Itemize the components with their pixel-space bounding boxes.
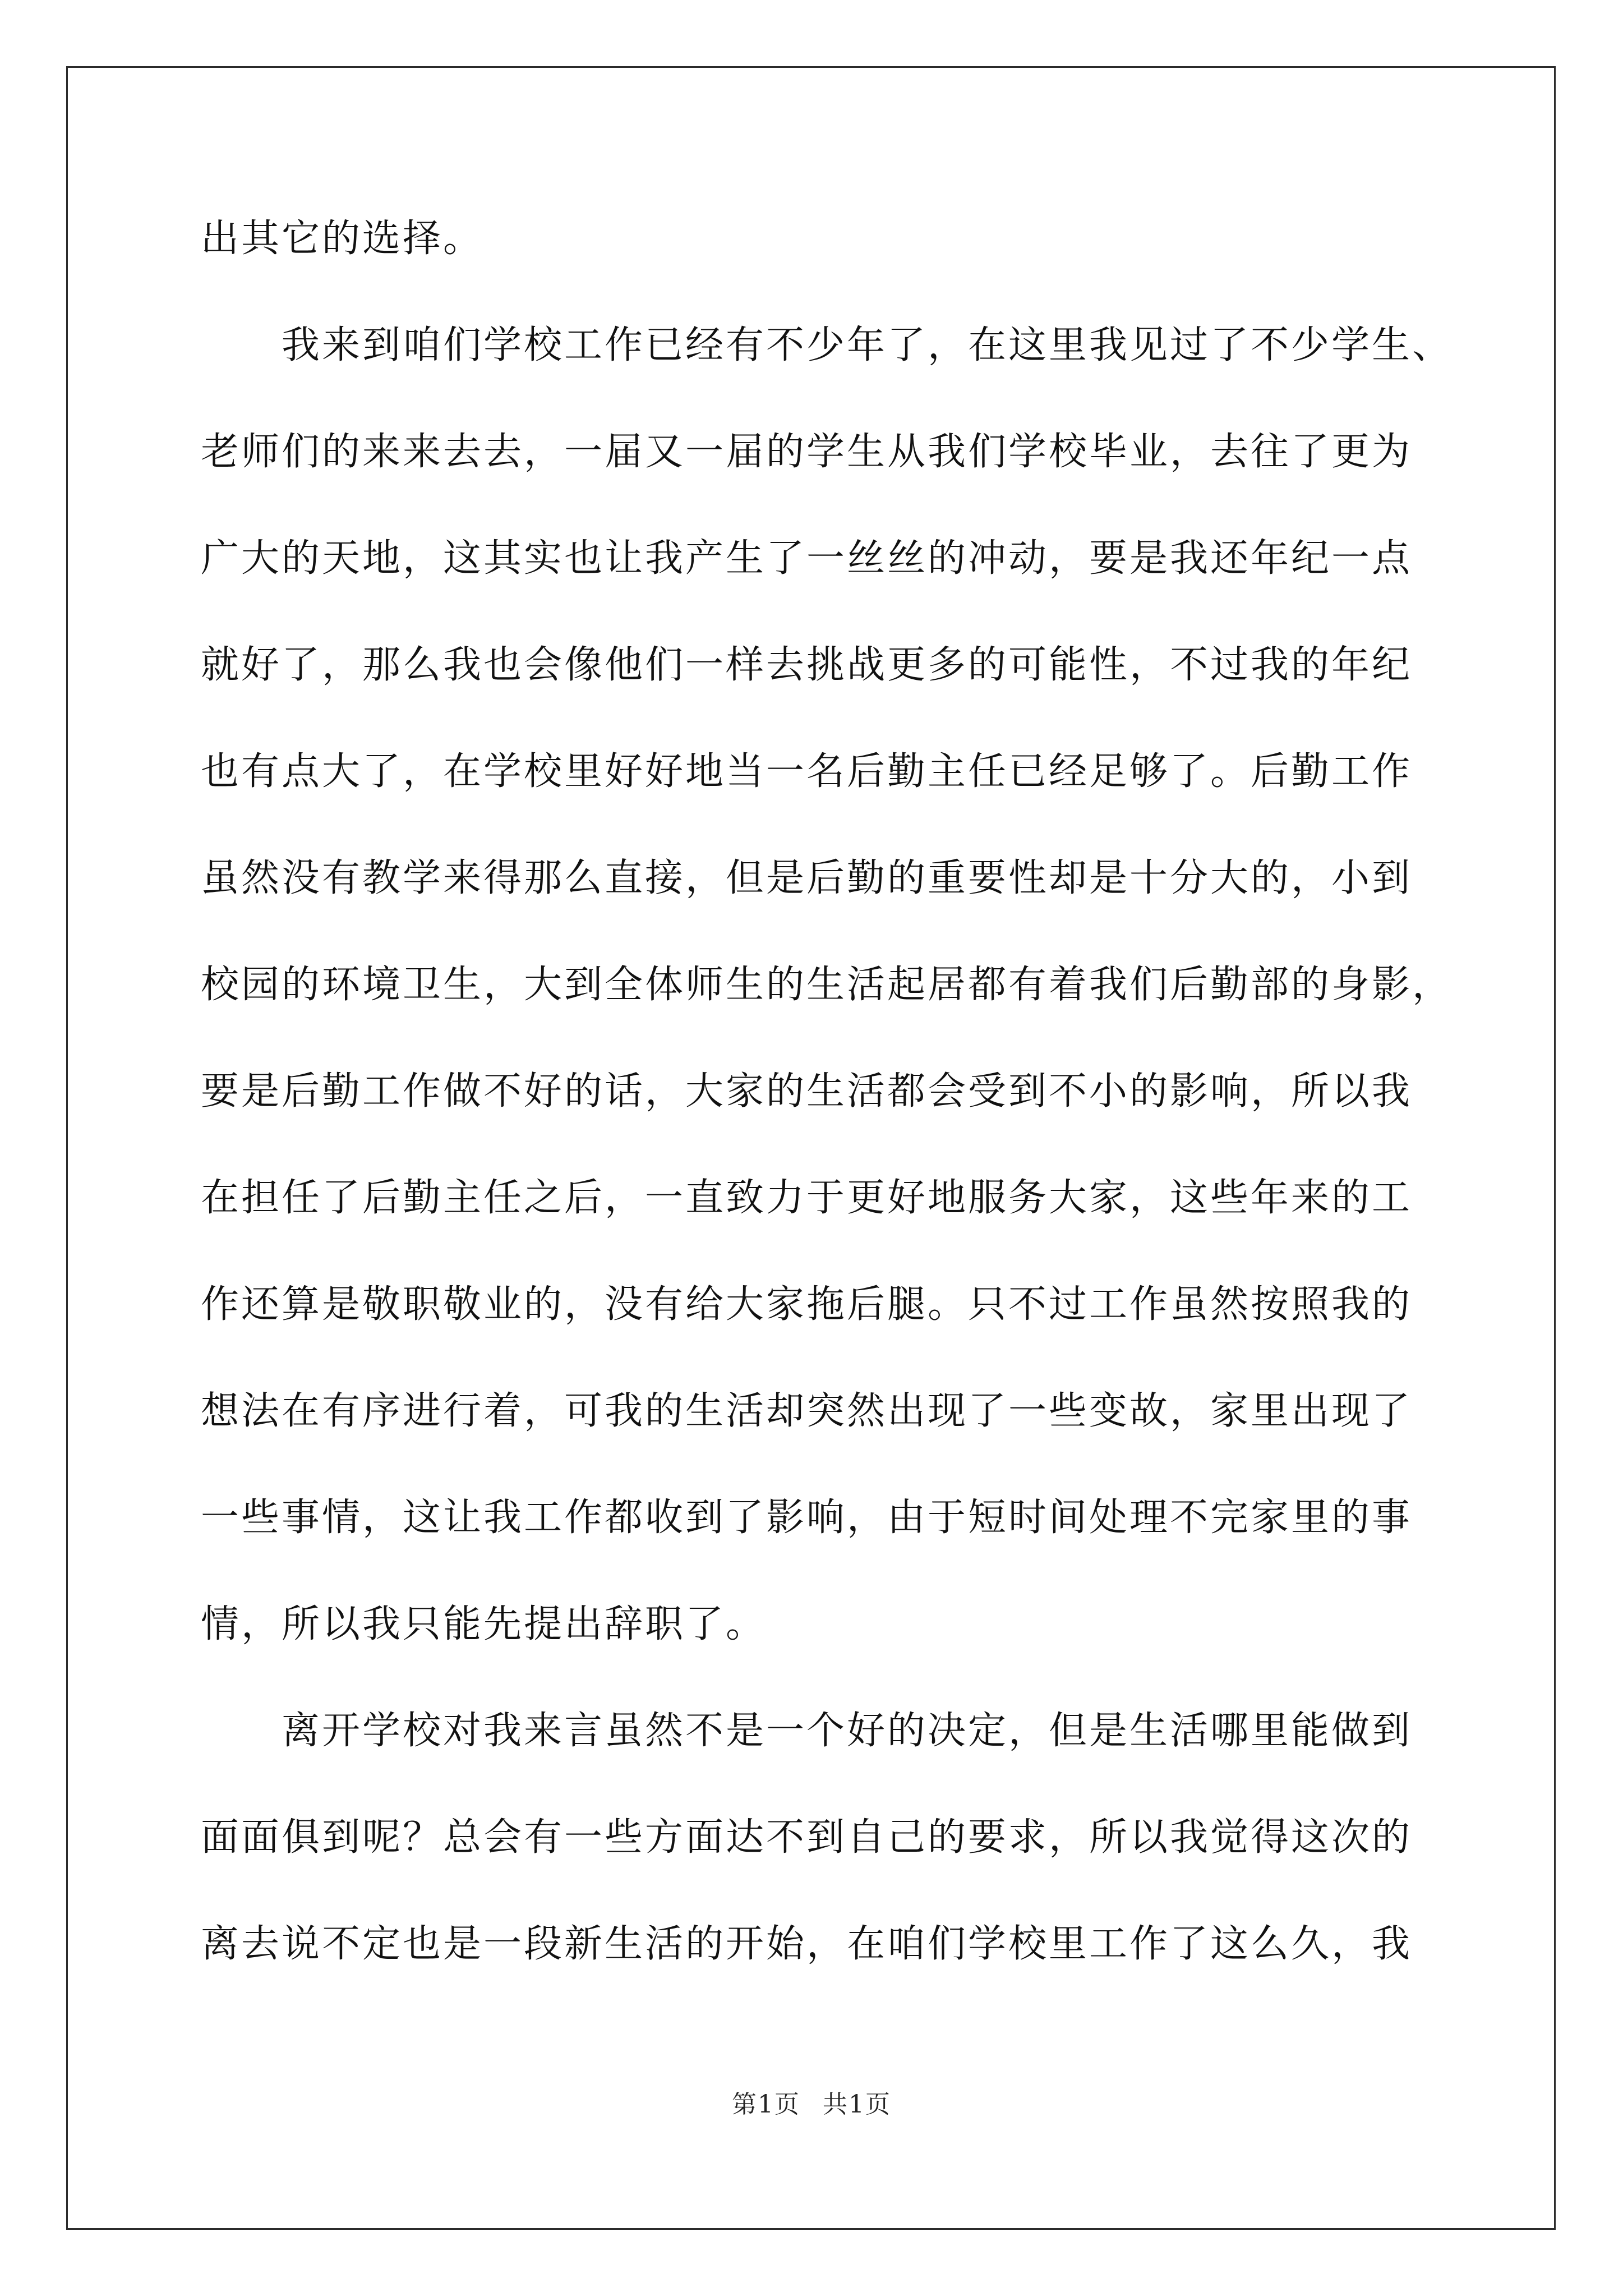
text-line: 作还算是敬职敬业的，没有给大家拖后腿。只不过工作虽然按照我的 — [201, 1282, 1413, 1327]
page-number-current: 第1页 — [732, 2090, 800, 2119]
text-line: 就好了，那么我也会像他们一样去挑战更多的可能性，不过我的年纪 — [201, 643, 1413, 687]
text-line: 虽然没有教学来得那么直接，但是后勤的重要性却是十分大的，小到 — [201, 856, 1413, 900]
text-line: 出其它的选择。 — [201, 217, 484, 261]
text-line: 离去说不定也是一段新生活的开始，在咱们学校里工作了这么久，我 — [201, 1922, 1413, 1966]
text-line: 情，所以我只能先提出辞职了。 — [201, 1602, 767, 1646]
text-line: 想法在有序进行着，可我的生活却突然出现了一些变故，家里出现了 — [201, 1389, 1413, 1433]
page-number-total: 共1页 — [823, 2090, 891, 2119]
text-line: 一些事情，这让我工作都收到了影响，由于短时间处理不完家里的事 — [201, 1496, 1413, 1540]
text-line: 离开学校对我来言虽然不是一个好的决定，但是生活哪里能做到 — [282, 1709, 1413, 1753]
text-line: 我来到咱们学校工作已经有不少年了，在这里我见过了不少学生、 — [282, 323, 1453, 367]
text-line: 广大的天地，这其实也让我产生了一丝丝的冲动，要是我还年纪一点 — [201, 536, 1413, 581]
text-line: 在担任了后勤主任之后，一直致力于更好地服务大家，这些年来的工 — [201, 1176, 1413, 1220]
text-line: 面面俱到呢？总会有一些方面达不到自己的要求，所以我觉得这次的 — [201, 1815, 1413, 1860]
document-body — [201, 217, 1453, 2032]
text-line: 老师们的来来去去，一届又一届的学生从我们学校毕业，去往了更为 — [201, 430, 1413, 474]
text-line: 要是后勤工作做不好的话，大家的生活都会受到不小的影响，所以我 — [201, 1069, 1413, 1114]
page-footer — [0, 2092, 1623, 2117]
text-line: 也有点大了，在学校里好好地当一名后勤主任已经足够了。后勤工作 — [201, 749, 1413, 794]
text-line: 校园的环境卫生，大到全体师生的生活起居都有着我们后勤部的身影， — [201, 963, 1453, 1007]
